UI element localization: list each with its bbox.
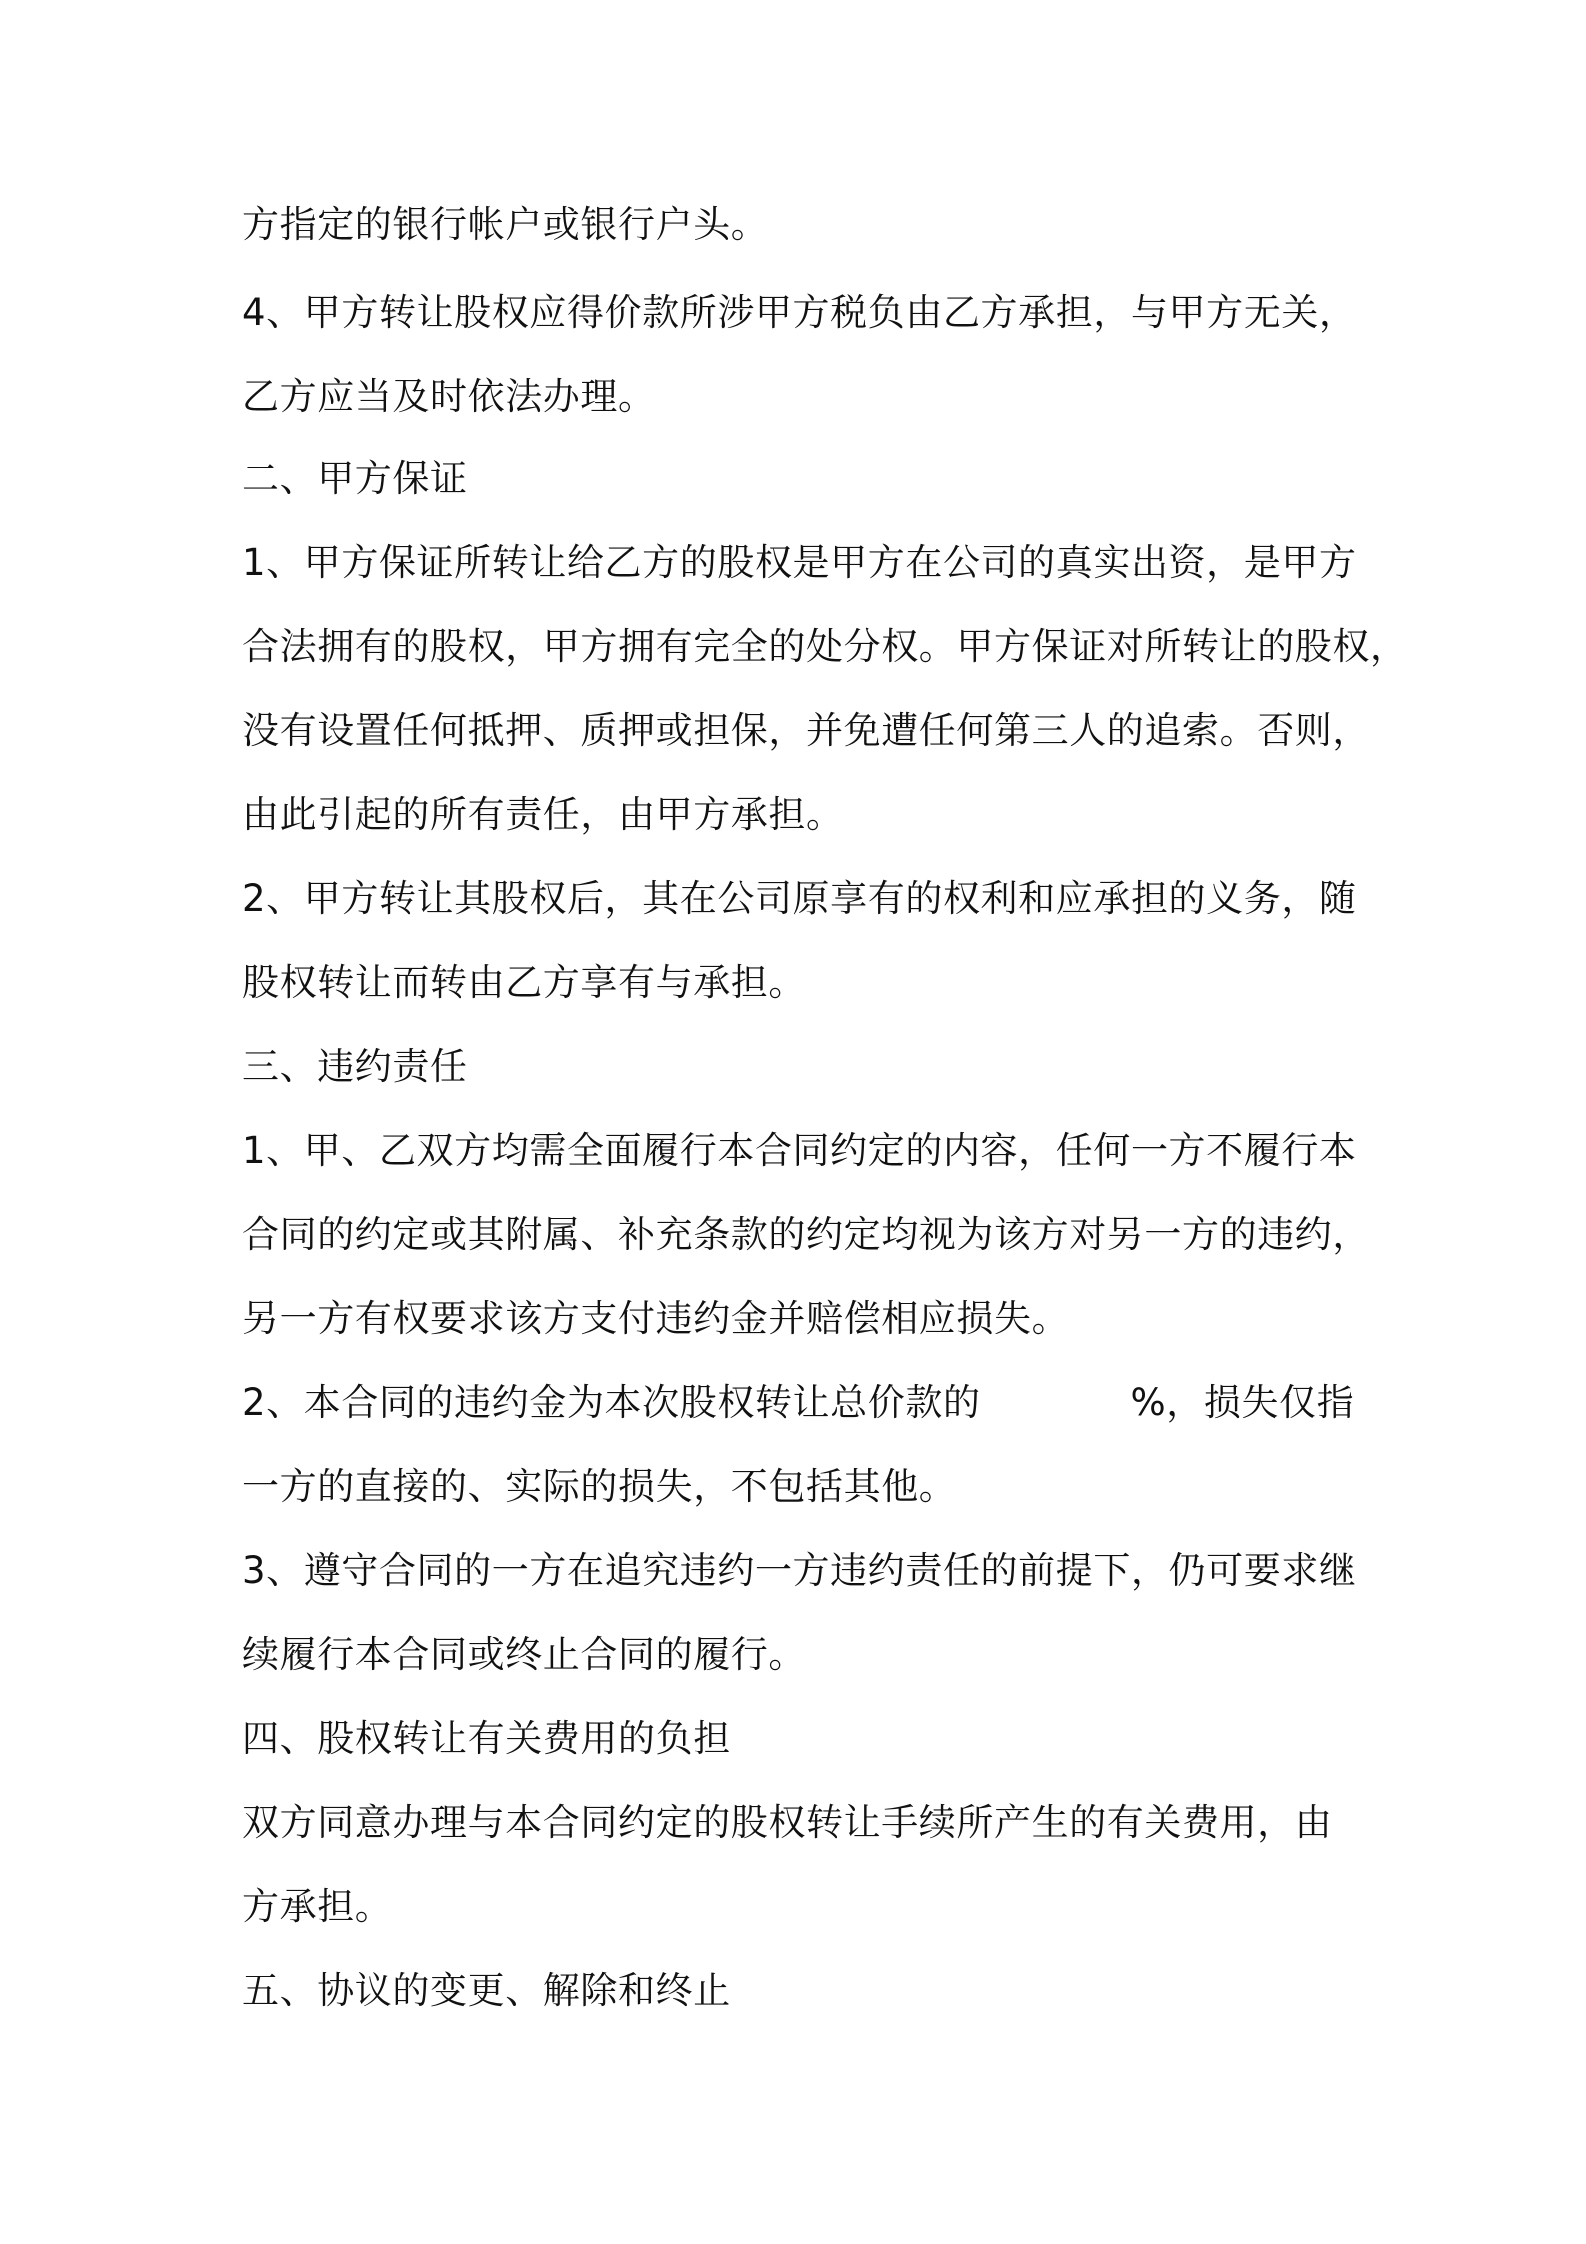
section-heading: 四、股权转让有关费用的负担 [242,1717,731,1760]
text-line: 合同的约定或其附属、补充条款的约定均视为该方对另一方的违约， [242,1213,1370,1256]
text-line: 方指定的银行帐户或银行户头。 [242,203,769,246]
text-line-start: 2、本合同的违约金为本次股权转让总价款的 [242,1381,981,1424]
text-line: 乙方应当及时依法办理。 [242,375,656,418]
text-line: 合法拥有的股权，甲方拥有完全的处分权。甲方保证对所转让的股权， [242,625,1408,668]
text-line: 由此引起的所有责任，由甲方承担。 [242,793,844,836]
text-line-end: %，损失仅指 [1130,1381,1355,1424]
section-heading: 三、违约责任 [242,1045,468,1088]
text-line: 续履行本合同或终止合同的履行。 [242,1633,806,1676]
text-line: 1、甲方保证所转让给乙方的股权是甲方在公司的真实出资，是甲方 [242,541,1357,584]
text-line-with-blank [242,1378,1362,1428]
section-heading: 五、协议的变更、解除和终止 [242,1969,731,2012]
text-line: 4、甲方转让股权应得价款所涉甲方税负由乙方承担，与甲方无关， [242,291,1357,334]
text-line: 2、甲方转让其股权后，其在公司原享有的权利和应承担的义务，随 [242,877,1357,920]
text-line: 股权转让而转由乙方享有与承担。 [242,961,806,1004]
text-line: 双方同意办理与本合同约定的股权转让手续所产生的有关费用，由 [242,1801,1333,1844]
text-line: 方承担。 [242,1885,393,1928]
text-line: 1、甲、乙双方均需全面履行本合同约定的内容，任何一方不履行本 [242,1129,1357,1172]
text-line: 没有设置任何抵押、质押或担保，并免遭任何第三人的追索。否则， [242,709,1370,752]
text-line: 3、遵守合同的一方在追究违约一方违约责任的前提下，仍可要求继 [242,1549,1357,1592]
text-line: 另一方有权要求该方支付违约金并赔偿相应损失。 [242,1297,1070,1340]
section-heading: 二、甲方保证 [242,457,468,500]
text-line: 一方的直接的、实际的损失，不包括其他。 [242,1465,957,1508]
